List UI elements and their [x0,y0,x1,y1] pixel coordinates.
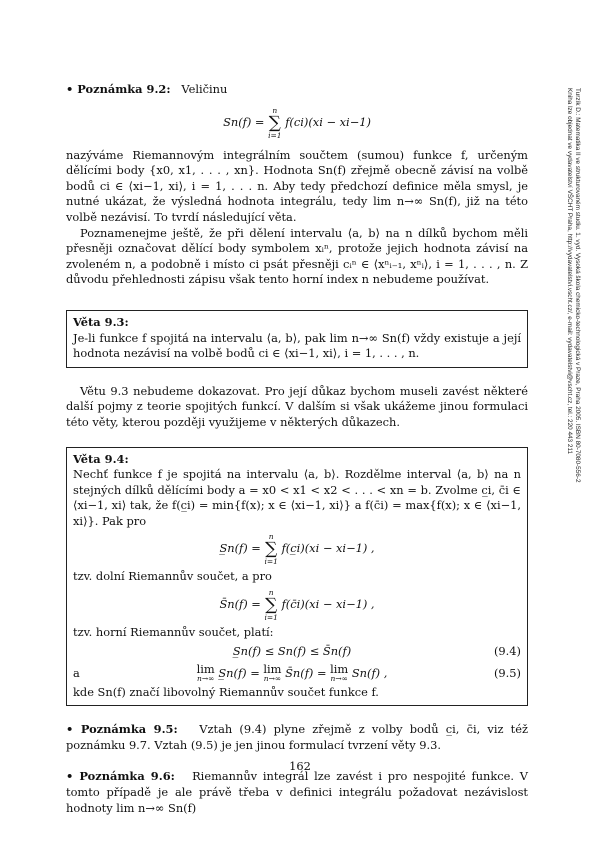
note-label: • Poznámka 9.2: [66,82,171,96]
page-number: 162 [289,759,311,773]
note-9-5 [66,722,528,753]
margin-citation [563,88,581,648]
note-9-2-head [66,82,528,98]
upper-sum-text: tzv. horní Riemannův součet, platí: [73,625,274,640]
upper-sum-equation: S̄n(f) = n ∑ i=1 f(c̄i)(xi − xi−1) , [219,588,375,623]
eq-rhs: f(ci)(xi − xi−1) [285,114,371,129]
note-label: • Poznámka 9.5: [66,722,178,737]
sum-symbol: n ∑ i=1 [264,588,278,623]
and-label: a [73,665,80,680]
lower-sum-text: tzv. dolní Riemannův součet, a pro [73,569,272,584]
equation-9-4: S̲n(f) ≤ Sn(f) ≤ S̄n(f) (9.4) [232,643,521,658]
sum-symbol: n ∑ i=1 [264,532,278,567]
theorem-intro: Nechť funkce f je spojitá na intervalu ⟨a, b⟩. Rozdělme interval ⟨a, b⟩ na n stejných dílků dělícími body a = x0 < x1 < x2 < . . . < xn = b. Zvolme c̲i, c̄i ∈ ⟨xi−1, xi⟩ tak, že f(c̲i) = min{f(x); x ∈ ⟨xi−1, xi⟩} a f(c̄i) = max{f(x); x ∈ ⟨xi−1, xi⟩}. Pak pro [73,467,521,528]
note-lead: Veličinu [181,82,228,96]
citation-line-1: Turzík D.: Matematika II ve strukturovaném studiu. 1. vyd. Vysoká škola chemicko-technologická v Praze, Praha 2005. ISBN 80-7080-556-2 [574,88,581,483]
equation-9-5: a lim n→∞ S̲n(f) = lim n→∞ S̄n(f) = lim n→∞ Sn(f) , (9.5) [73,661,521,683]
note-9-2-para-1: nazýváme Riemannovým integrálním součtem (sumou) funkce f, určeným dělícími body {x0, x1, . . . , xn}. Hodnota Sn(f) zřejmě obecně závisí na volbě bodů ci ∈ ⟨xi−1, xi⟩, i = 1, . . . n. Aby tedy předchozí definice měla smysl, je nutné ukázat, že výsledná hodnota integrálu, tedy lim n→∞ Sn(f), již na této volbě nezávisí. To tvrdí následující věta. [66,147,528,224]
theorem-9-3-box [66,310,528,368]
equation-number: (9.4) [493,643,521,658]
page-body [66,82,528,816]
equation-number: (9.5) [493,665,521,680]
lower-sum-equation: S̲n(f) = n ∑ i=1 f(c̲i)(xi − xi−1) , [219,532,375,567]
theorem-title: Věta 9.4: [73,451,129,466]
theorem-title: Věta 9.3: [73,314,129,329]
note-label: • Poznámka 9.6: [66,769,175,784]
eq-lhs: Sn(f) = [223,114,265,129]
after-theorem-9-3: Větu 9.3 nebudeme dokazovat. Pro její důkaz bychom museli zavést některé další pojmy z teorie spojitých funkcí. V dalším si však ukážeme jinou formulaci této věty, kterou později využijeme v některých důkazech. [66,383,528,429]
citation-line-2: Kniha lze objednat ve vydavatelství VŠCHT Praha, http://vydavatelstvi.vscht.cz/, e-mail: vydavatelstvi@vscht.cz, tel.: 220 443 211 [566,88,573,455]
theorem-text: Je-li funkce f spojitá na intervalu ⟨a, b⟩, pak lim n→∞ Sn(f) vždy existuje a její hodnota nezávisí na volbě bodů ci ∈ ⟨xi−1, xi⟩, i = 1, . . . , n. [73,330,521,361]
note-text: Riemannův integrál lze zavést i pro nespojité funkce. V tomto případě je ale právě třeba v definici integrálu požadovat nezávislost hodnoty lim n→∞ Sn(f) [66,769,528,815]
note-9-2-para-2: Poznamenejme ještě, že při dělení intervalu ⟨a, b⟩ na n dílků bychom měli přesněji označovat dělící body symbolem xᵢⁿ, protože jejich hodnota závisí na zvoleném n, a podobně i místo ci psát přesněji cᵢⁿ ∈ ⟨xⁿᵢ₋₁, xⁿᵢ⟩, i = 1, . . . , n. Z důvodu přehlednosti zápisu však tento horní index n nebudeme používat. [66,225,528,287]
theorem-closing: kde Sn(f) značí libovolný Riemannův součet funkce f. [73,684,379,699]
note-9-6 [66,769,528,816]
riemann-sum-equation [66,106,528,140]
note-text: Vztah (9.4) plyne zřejmě z volby bodů c̲i, c̄i, viz též poznámku 9.7. Vztah (9.5) je jen jinou formulací tvrzení věty 9.3. [66,722,529,752]
theorem-9-4-box [66,447,528,707]
sum-symbol: n ∑ i=1 [268,105,282,140]
